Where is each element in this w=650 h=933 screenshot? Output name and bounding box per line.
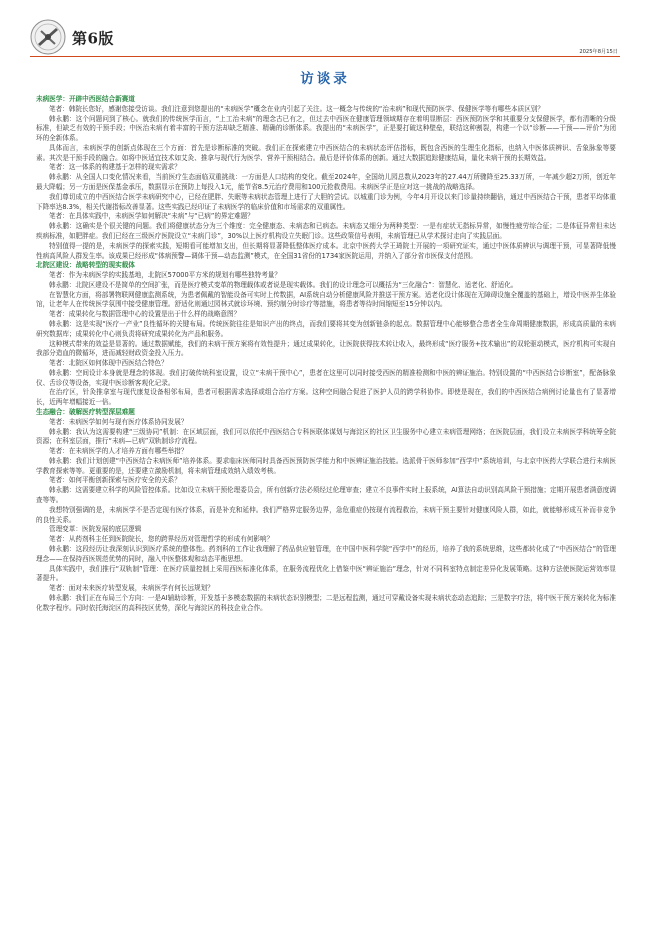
article-paragraph: 韩永鹏：我认为这需要构建“三级协同”机制：在区域层面，我们可以依托中西医结合专科医联体谋划与海淀区的社区卫生服务中心建立未病管理网络；在医院层面，我们设立未病医学科统筹全院资源；在科室层面，推行“未病—已病”双轨制诊疗流程。 <box>36 427 616 446</box>
header-divider <box>30 56 620 57</box>
article-paragraph: 笔者：面对未来医疗转型发展，未病医学有何长远规划？ <box>49 584 214 593</box>
article-paragraph: 在治疗区，针灸推拿室与现代康复设备相邻布局，患者可根据需求选择或组合治疗方案。这种空间融合促进了医护人员的跨学科协作。即使是现在，我们的中西医结合病例讨论量也有了显著增长，近两年增幅接近一倍。 <box>36 388 616 407</box>
edition-label: 第6版 <box>72 29 114 48</box>
section-heading: 北院区建设：战略转型的现实载体 <box>36 261 135 270</box>
article-paragraph: 笔者：在具体实践中，未病医学如何解决“未病”与“已病”的界定难题？ <box>49 212 254 221</box>
article-paragraph: 韩永鹏：从全国人口变化情况来看，当前医疗生态面临双重挑战：一方面是人口结构的变化。截至2024年，全国幼儿园总数从2023年的27.44万所骤降至25.33万所，一年减少超2万所，创近年最大降幅；另一方面是医保基金承压，数据显示在预防上每投入1元，能节省8.5元治疗费用和100元抢救费用。未病医学正是应对这一挑战的战略选择。 <box>36 173 616 192</box>
article-paragraph: 笔者：这一体系的构建基于怎样的现实需求？ <box>49 163 181 172</box>
issue-date: 2025年8月15日 <box>579 49 618 55</box>
article-paragraph: 韩永鹏：这个问题问到了核心。就我们的传统医学而言，“上工治未病”的理念古已有之，但过去中西医在健康管理领域期存在着明显断层：西医预防医学和其重要分支保健医学，都有清晰的分级标准，但缺乏有效的干预手段；中医治未病有着丰富的干预方法却缺乏精准、精确的诊断体系。我提出的“未病医学”，正是要打破这种壁垒，联结这种割裂，构建一个以“诊断——干预——评价”为闭环的全新体系。 <box>36 114 616 143</box>
article-paragraph: 韩永鹏：北院区建设不是简单的空间扩张，而是医疗模式变革的物理载体或者说是现实载体。我们的设计理念可以概括为“三化融合”：智慧化、适老化、舒适化。 <box>49 280 518 289</box>
article-paragraph: 在智慧化方面，将部署物联网健康监测系统，为患者佩戴的智能设备可实时上传数据，AI系统自动分析健康风险并推送干预方案。适老化设计体现在无障碍设施全覆盖的基础上，增设中医养生体验馆，让老年人在传统医学氛围中接受健康管理。舒适化则通过园林式就诊环境、预约制分时诊疗等措施，将患者等待时间缩短至15分钟以内。 <box>36 290 616 309</box>
article-paragraph: 笔者：作为未病医学的实践基地，北院区57000平方米的规划有哪些独特考量？ <box>49 271 281 280</box>
article-paragraph: 我们尊切成立的中西医结合医学未病研究中心，已经在肥胖、失眠等未病状态管理上进行了大胆的尝试。以城重门诊为例，今年4月开设以来门诊量持续翻倍，通过中西医结合干预，患者平均体重下降率达8.3%，相关代谢指标改善显著。这些实践已经印证了未病医学的临床价值和市场需求的双重属性。 <box>36 192 616 211</box>
article-paragraph: 笔者：从药剂科主任到医院院长，您的跨界经历对管理哲学的形成有何影响？ <box>49 535 274 544</box>
article-paragraph: 韩永鹏：我们正在布局三个方向：一是AI辅助诊断，开发基于多模态数据的未病状态识别模型；二是远程监测，通过可穿戴设备实现未病状态动态追踪；三是数字疗法，将中医干预方案转化为标准化数字程序。同时依托海淀区的高科技区优势，深化与海淀区的科技企业合作。 <box>36 593 616 612</box>
article-paragraph: 笔者：未病医学如何与现有医疗体系协同发展？ <box>49 417 188 426</box>
article-paragraph: 笔者：如何平衡创新探索与医疗安全的关系？ <box>49 476 181 485</box>
article-paragraph: 笔者：北院区如何体现中西医结合特色？ <box>49 359 168 368</box>
article-paragraph: 笔者：在未病医学的人才培养方面有哪些举措？ <box>49 447 188 456</box>
article-body <box>36 95 616 613</box>
page-header <box>0 0 650 62</box>
article-paragraph: 笔者：韩院长您好，感谢您接受访谈。我们注意到您提出的“未病医学”概念在业内引起了关注。这一概念与传统的“治未病”和现代预防医学、保健医学等有哪些本质区别？ <box>49 104 545 113</box>
article-paragraph: 韩永鹏：这段经历让我深刻认识到医疗系统的整体性。药剂科的工作让我理解了药品供应链管理，在中国中医科学院“西学中”的经历，培养了我的系统思维，这些都转化成了“中西医结合”的管理理念——在保持西医规范优势的同时，融入中医整体观和动态平衡思想。 <box>36 544 616 563</box>
section-heading: 未病医学：开辟中西医结合新赛道 <box>36 95 135 103</box>
article-paragraph: 特别值得一提的是，未病医学的探索实践，短期看可能增加支出，但长期将显著降低整体医疗成本。北京中医药大学王琦院士开展的一项研究证实，通过中医体质辨识与调理干预，可显著降低慢性病高风险人群发生率。该成果已经形成“体病预警—调体干预—动态监测”模式，在全国31省份的1734家医院运用，并纳入了部分省市医保支付范围。 <box>36 241 616 260</box>
article-paragraph: 韩永鹏：空间设计本身就是理念的体现。我们打破传统科室设置，设立“未病干预中心”，患者在这里可以同时接受西医的精准检测和中医的辨证施治。特别设置的“中西医结合诊断室”，配备脉象仪、舌诊仪等设备，实现中医诊断客观化记录。 <box>36 368 616 387</box>
article-paragraph: 笔者：成果转化与数据管理中心的设置是出于什么样的战略意图？ <box>49 310 241 319</box>
article-paragraph: 具体实践中，我们推行“双轨制”管理：在医疗质量控制上采用西医标准化体系，在服务流程优化上借鉴中医“辨证施治”理念，针对不同科室特点制定差异化发展策略。这种方法使医院运营效率显著提升。 <box>36 564 616 583</box>
page-title: 访谈录 <box>300 71 350 87</box>
newspaper-logo-icon <box>30 19 66 55</box>
article-paragraph: 我想特别强调的是，未病医学不是否定现有医疗体系，而是补充和延伸。我们严格界定服务边界，急危重症仍按现有流程救治，未病干预主要针对健康风险人群，如此，就能够形成互补而非竞争的良性关系。 <box>36 505 616 524</box>
article-paragraph: 管理变革：医院发展的底层逻辑 <box>49 525 142 534</box>
section-heading: 生态融合：破解医疗转型深层难题 <box>36 408 135 416</box>
article-paragraph: 韩永鹏：这是实现“医疗一产业”良性循环的关键布局。传统医院往往是知识产出的终点，而我们要将其变为创新链条的起点。数据管理中心能够整合患者全生命周期健康数据，形成高质量的未病研究数据库；成果转化中心则负责将研究成果转化为产品和服务。 <box>36 319 616 338</box>
article-paragraph: 韩永鹏：我们计划创建“中西医结合未病医师”培养体系。要求临床医师同时具备西医预防医学能力和中医辨证施治技能。选派骨干医师参加“西学中”系统培训，与北京中医药大学联合进行未病医学教育探索等等。更重要的是，还要建立激励机制，将未病管理成效纳入绩效考核。 <box>36 456 616 475</box>
article-paragraph: 这种模式带来的效益是显著的。通过数据赋能，我们的未病干预方案将有效性提升；通过成果转化，让医院获得技术转让收入，最终形成“医疗服务+技术输出”的双轮驱动模式，医疗机构可实现自我部分造血的微循环，进而减轻财政资金投入压力。 <box>36 339 616 358</box>
article-paragraph: 韩永鹏：这需要建立科学的风险管控体系。比如设立未病干预伦理委员会，所有创新疗法必须经过伦理审查；建立不良事件实时上报系统，AI算法自动识别高风险干预措施；定期开展患者满意度调查等等。 <box>36 486 616 505</box>
article-paragraph: 韩永鹏：这确实是个很关键的问题。我们将健康状态分为三个维度：完全健康态、未病态和已病态。未病态又细分为两种类型：一是有症状无指标异常，如慢性疲劳综合征；二是体征异常但未达疾病标准，如肥胖症。我们已经在三级医疗医院设立“未病门诊”，30%以上医疗机构设立失眠门诊。这些政策信号表明，未病管理已从学术探讨走向了实践层面。 <box>36 222 616 240</box>
article-paragraph: 具体而言，未病医学的创新点体现在三个方面：首先是诊断标准的突破。我们正在探索建立中西医结合的未病状态评估指标，既包含西医的生理生化指标，也纳入中医体质辨识、舌象脉象等要素。其次是干预手段的融合。如将中医适宜技术如艾灸、推拿与现代行为医学、营养干预相结合。最后是评价体系的创新。通过大数据追踪健康结局，量化未病干预的长期效益。 <box>36 143 616 162</box>
